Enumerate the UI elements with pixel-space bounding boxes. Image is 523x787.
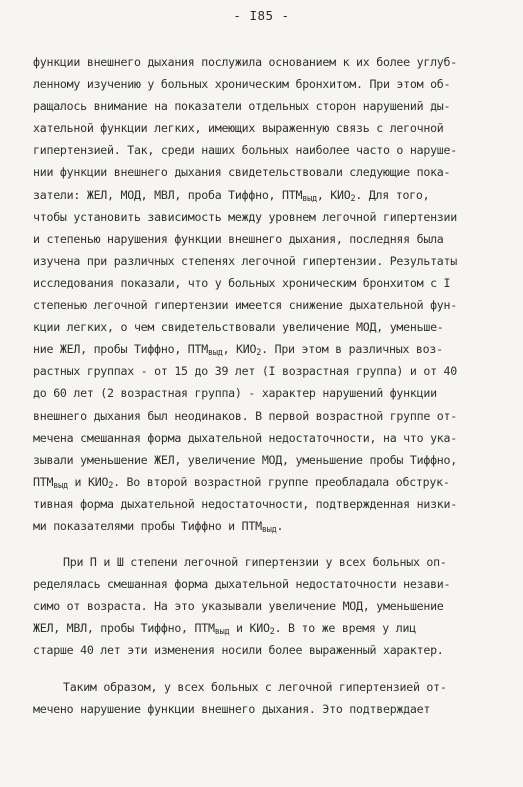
text-run: нии функции внешнего дыхания свидетельствовали следующие пока- (33, 165, 451, 180)
text-line (33, 639, 495, 661)
text-line (33, 139, 495, 161)
paragraph (33, 676, 495, 720)
text-run: степенью легочной гипертензии имеется снижение дыхательной фун- (33, 298, 457, 313)
text-run: изучена при различных степенях легочной гипертензии. Результаты (33, 253, 457, 268)
text-line (33, 161, 495, 183)
subscript: 2 (256, 348, 262, 359)
text-line (33, 449, 495, 471)
text-run: исследования показали, что у больных хроническим бронхитом с I (33, 275, 451, 290)
text-line (33, 382, 495, 404)
text-run: . Для того, (355, 187, 430, 202)
subscript: выд (53, 480, 68, 491)
paragraph (33, 551, 495, 661)
text-line (33, 493, 495, 515)
text-line (33, 515, 495, 537)
text-line (33, 338, 495, 360)
subscript: выд (207, 348, 223, 359)
text-run: ЖЕЛ, МВЛ, пробы Тиффно, ПТМ (33, 621, 215, 636)
text-line (33, 405, 495, 427)
subscript: 2 (269, 627, 275, 638)
subscript: 2 (108, 480, 114, 491)
text-line (33, 117, 495, 139)
text-run: тивная форма дыхательной недостаточности, подтвержденная низки- (33, 496, 457, 511)
paragraph (33, 51, 495, 537)
text-line (33, 698, 495, 720)
text-line (33, 228, 495, 250)
text-line (33, 316, 495, 338)
text-run: до 60 лет (2 возрастная группа) - характер нарушений функции (33, 386, 437, 401)
text-run: функции внешнего дыхания послужила основанием к их более углуб- (33, 55, 457, 69)
text-line (33, 427, 495, 449)
text-run: внешнего дыхания был неодинаков. В первой возрастной группе от- (33, 408, 457, 423)
text-line (33, 184, 495, 206)
text-run: и степенью нарушения функции внешнего дыхания, последняя была (33, 231, 444, 246)
text-run: и КИО (67, 474, 109, 489)
page-number: - I85 - (233, 8, 290, 23)
paragraph-gap (33, 662, 495, 676)
subscript: выд (261, 524, 277, 535)
text-run: , КИО (222, 342, 257, 357)
text-line (33, 471, 495, 493)
text-run: гипертензией. Так, среди наших больных наиболее часто о наруше- (33, 143, 457, 158)
text-run: хательной функции легких, имеющих выраженную связь с легочной (33, 121, 444, 136)
text-run: . Во второй возрастной группе преобладала обструк- (113, 474, 450, 489)
text-line (33, 573, 495, 595)
paragraph-gap (33, 537, 495, 551)
text-line (33, 294, 495, 316)
text-run: затели: ЖЕЛ, МОД, МВЛ, проба Тиффно, ПТМ (33, 187, 303, 202)
text-run: ределялась смешанная форма дыхательной недостаточности незави- (33, 577, 451, 592)
text-run: ние ЖЕЛ, пробы Тиффно, ПТМ (33, 342, 208, 357)
text-line (33, 272, 495, 294)
text-run: мечено нарушение функции внешнего дыхания. Это подтверждает (33, 701, 431, 716)
text-run: и КИО (229, 621, 270, 636)
text-run: мечена смешанная форма дыхательной недостаточности, на что ука- (33, 430, 457, 445)
text-line (33, 250, 495, 272)
text-line (33, 676, 495, 698)
text-line (33, 95, 495, 117)
text-line (33, 73, 495, 95)
text-run: Таким образом, у всех больных с легочной гипертензией от- (63, 679, 447, 694)
text-run: . При этом в различных воз- (261, 342, 443, 357)
text-line (33, 617, 495, 639)
text-run: . В то же время у лиц (274, 621, 416, 636)
body-text (33, 51, 495, 720)
text-line (33, 206, 495, 228)
text-run: , КИО (316, 187, 351, 202)
text-line (33, 360, 495, 382)
text-run: ращалось внимание на показатели отдельных сторон нарушений ды- (33, 99, 451, 114)
text-run: ми показателями пробы Тиффно и ПТМ (33, 518, 262, 533)
text-run: чтобы установить зависимость между уровнем легочной гипертензии (33, 209, 457, 224)
text-run: кции легких, о чем свидетельствовали увеличение МОД, уменьше- (33, 320, 444, 335)
text-run: растных группах - от 15 до 39 лет (I возрастная группа) и от 40 (33, 364, 457, 379)
text-line (33, 595, 495, 617)
text-line (33, 51, 495, 73)
text-run: симо от возраста. На это указывали увеличение МОД, уменьшение (33, 599, 444, 614)
text-run: . (276, 518, 284, 533)
text-line (33, 551, 495, 573)
text-run: зывали уменьшение ЖЕЛ, увеличение МОД, уменьшение пробы Тиффно, (33, 452, 457, 467)
text-run: ленному изучению у больных хроническим бронхитом. При этом об- (33, 77, 451, 92)
subscript: 2 (350, 193, 356, 204)
text-run: старше 40 лет эти изменения носили более выраженный характер. (33, 643, 444, 658)
text-run: При П и Ш степени легочной гипертензии у всех больных оп- (63, 555, 447, 570)
subscript: выд (214, 627, 230, 638)
text-run: ПТМ (33, 474, 54, 489)
subscript: выд (302, 193, 317, 204)
